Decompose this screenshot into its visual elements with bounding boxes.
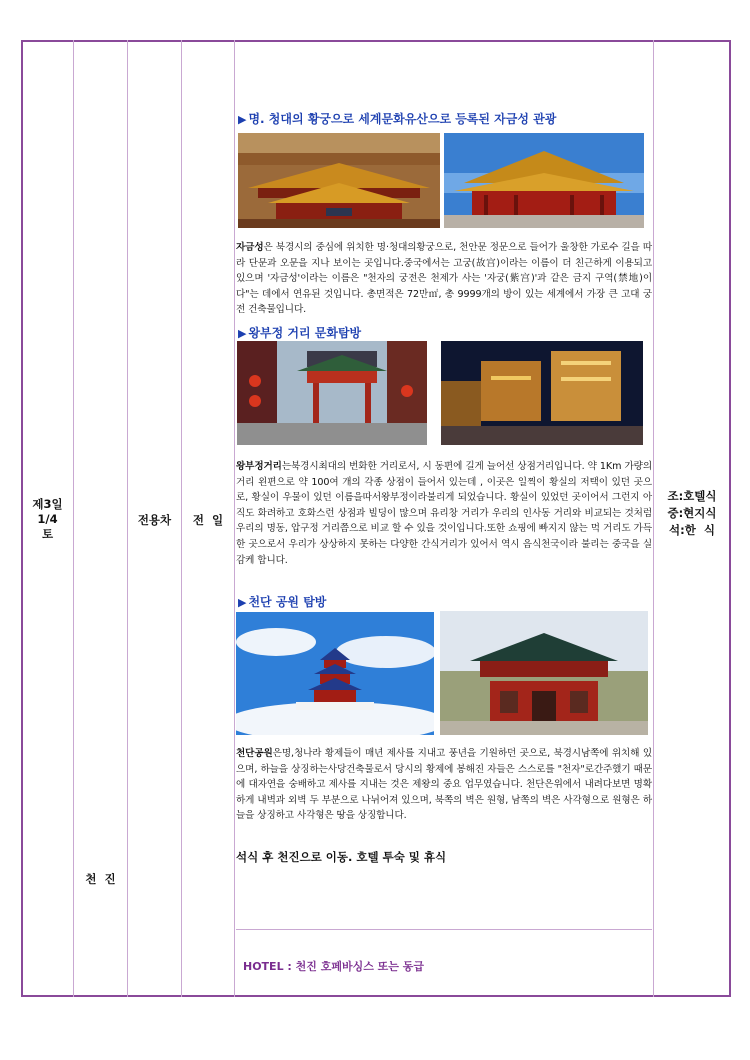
meal-lunch: 중:현지식 [667, 506, 717, 520]
temple-gate-photo [440, 611, 648, 735]
temple-of-heaven-photo [236, 612, 434, 735]
meals-cell [654, 488, 730, 539]
transport-cell: 전용차 [137, 513, 172, 527]
hotel-info: HOTEL : 천진 호페바싱스 또는 동급 [243, 960, 425, 973]
triangle-icon: ▶ [238, 596, 247, 609]
forbidden-city-description: 자금성은 북경시의 중심에 위치한 명·청대의황궁으로, 천안문 정문으로 들어가 울창한 가로수 길을 따라 단문과 오문을 지나 보이는 곳입니다.중국에서는 고궁(故宫)이라는 이름이 더 친근하게 이용되고 있으며 '자금성'이라는 이름은 "천자의 궁전은 천제가 사는 '자궁(紫宫)'과 같은 금지 구역(禁地)이다"는 데에서 연유된 것입니다. 총면적은 72만㎡, 총 9999개의 방이 있는 세계에서 가장 큰 고대 궁전 건축물입니다. [236, 242, 652, 316]
dinner-note: 석식 후 천진으로 이동. 호텔 투숙 및 휴식 [236, 850, 447, 864]
meal-dinner: 석:한 식 [669, 523, 715, 537]
city-cell: 천 진 [85, 872, 116, 886]
forbidden-city-aerial-photo [238, 133, 440, 228]
section-heading-temple-of-heaven: ▶ 천단 공원 탐방 [238, 595, 327, 609]
meal-breakfast: 조:호텔식 [667, 489, 717, 503]
day-weekday: 토 [41, 527, 54, 541]
section-heading-forbidden-city: ▶ 명. 청대의 황궁으로 세계문화유산으로 등록된 자금성 관광 [238, 112, 557, 126]
day-cell [22, 497, 73, 542]
wangfujing-description: 왕부정거리는북경시최대의 번화한 거리로서, 시 동편에 길게 늘어선 상점거리입니다. 약 1Km 가량의 거리 왼편으로 약 100여 개의 각종 상점이 들어서 있는데 , 이곳은 일찍이 황실의 저택이 있던 곳으로, 황실이 우물이 있던 이름을따서왕부정이라불리게 되었습니다. 황실이 있었던 곳이어서 그런지 아직도 화려하고 호화스런 상점과 빌딩이 많으며 유리창 거리가 우리의 인사동 거리와 비교되는 것처럼 우리의 명동, 압구정 거리쯤으로 비교 할 수 있을 것이입니다.또한 쇼핑에 빠지지 않는 먹 거리도 가득한 곳으로서 우리가 상상하지 못하는 다양한 간식거리가 있어서 역시 음식천국이라 불리는 중국을 실감케 합니다. [236, 461, 652, 566]
temple-of-heaven-description: 천단공원은명,청나라 황제들이 매년 제사를 지내고 풍년을 기원하던 곳으로, 북경시남쪽에 위치해 있으며, 하늘을 상징하는사당건축물로서 당시의 황제에 봉해진 자들은 스스로를 "천자"로간주했기 때문에 대자연을 숭배하고 제사를 지내는 것은 제왕의 중요 업무였습니다. 천단은위에서 내려다보면 명확하게 내벽과 외벽 두 부분으로 나뉘어져 있으며, 북쪽의 벽은 원형, 남쪽의 벽은 사각형으로 원형은 하늘을 상징하고 사각형은 땅을 상징합니다. [236, 748, 652, 822]
wangfujing-street-photo [237, 341, 427, 445]
column-divider [234, 40, 235, 997]
day-number: 제3일 [32, 497, 63, 511]
triangle-icon: ▶ [238, 113, 247, 126]
section-heading-wangfujing: ▶ 왕부정 거리 문화탐방 [238, 326, 362, 340]
palace-hall-photo [444, 133, 644, 228]
triangle-icon: ▶ [238, 327, 247, 340]
hotel-divider [236, 929, 652, 930]
wangfujing-night-photo [441, 341, 643, 445]
time-cell: 전 일 [192, 513, 224, 527]
column-divider [73, 40, 74, 997]
day-date: 1/4 [37, 512, 58, 526]
